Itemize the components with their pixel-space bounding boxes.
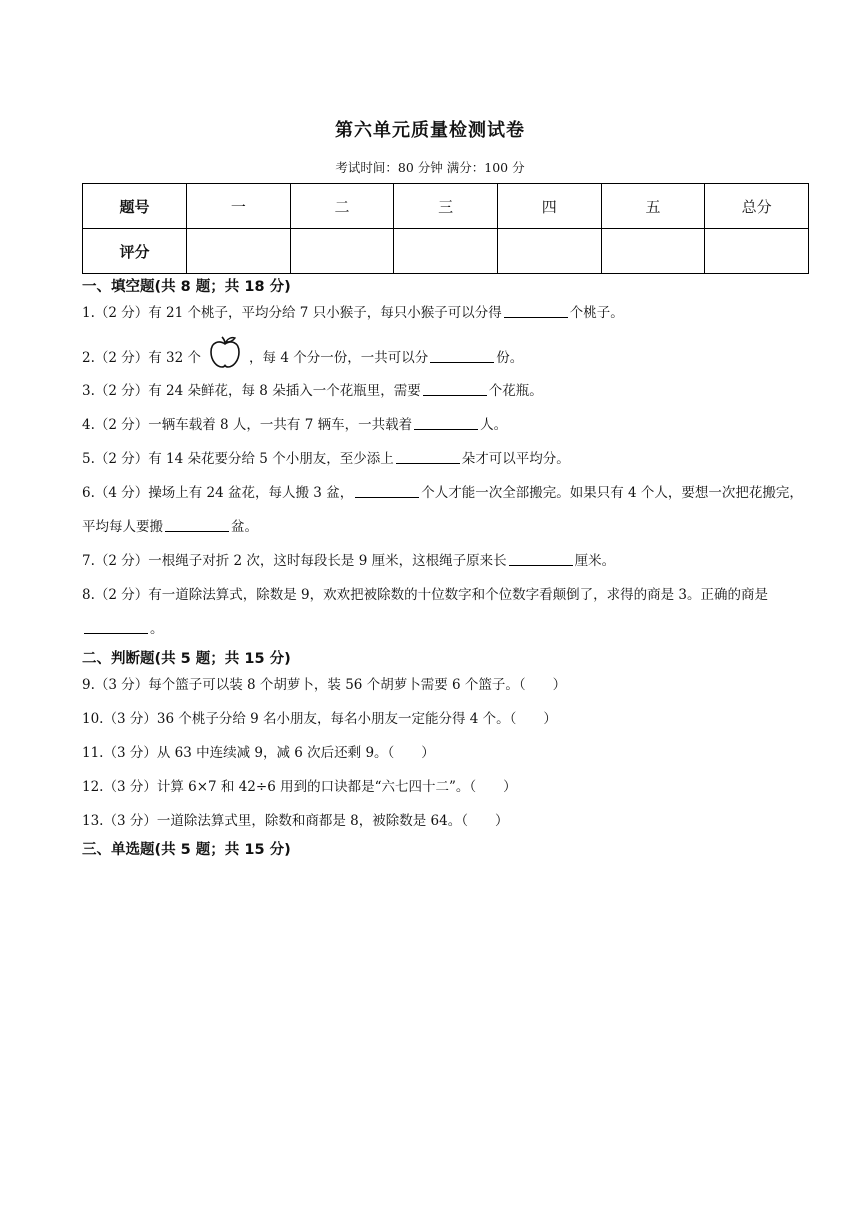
question-9: 9.（3 分）每个篮子可以装 8 个胡萝卜，装 56 个胡萝卜需要 6 个篮子。（ ）: [82, 677, 567, 693]
question-5: [82, 442, 810, 476]
answer-blank[interactable]: [355, 483, 419, 498]
section-heading-single-choice: 三、单选题(共 5 题；共 15 分): [82, 842, 291, 858]
score-table: [82, 183, 809, 274]
question-1: [82, 296, 810, 330]
column-header: 二: [290, 184, 394, 229]
question-text: 7.（2 分）一根绳子对折 2 次，这时每段长是 9 厘米，这根绳子原来长: [82, 553, 507, 569]
page-title: 第六单元质量检测试卷: [335, 120, 525, 141]
table-row: [83, 229, 809, 274]
question-text: 1.（2 分）有 21 个桃子，平均分给 7 只小猴子，每只小猴子可以分得: [82, 305, 502, 321]
question-text: 人。: [480, 417, 508, 433]
answer-blank[interactable]: [396, 449, 460, 464]
column-header: 总分: [705, 184, 809, 229]
score-cell[interactable]: [497, 229, 601, 274]
question-text: ，每 4 个分一份，一共可以分: [249, 350, 429, 366]
question-6: [82, 476, 810, 544]
column-header: 三: [394, 184, 498, 229]
question-text: 。: [150, 621, 164, 637]
answer-blank[interactable]: [509, 551, 573, 566]
table-row: [83, 184, 809, 229]
question-text: 份。: [496, 350, 524, 366]
question-10: 10.（3 分）36 个桃子分给 9 名小朋友，每名小朋友一定能分得 4 个。（ ）: [82, 711, 557, 727]
question-4: [82, 408, 810, 442]
question-text: 盆。: [231, 519, 258, 535]
question-13: 13.（3 分）一道除法算式里，除数和商都是 8，被除数是 64。（ ）: [82, 813, 509, 829]
question-text: 8.（2 分）有一道除法算式，除数是 9，欢欢把被除数的十位数字和个位数字看颠倒了，求得的商是 3。正确的商是: [82, 587, 769, 603]
column-header: 五: [601, 184, 705, 229]
row-header-question-number: 题号: [83, 184, 187, 229]
answer-blank[interactable]: [165, 517, 229, 532]
question-3: [82, 374, 810, 408]
exam-info: 考试时间：80 分钟 满分：100 分: [335, 160, 525, 175]
question-text: 4.（2 分）一辆车载着 8 人，一共有 7 辆车，一共载着: [82, 417, 413, 433]
column-header: 一: [187, 184, 291, 229]
score-cell[interactable]: [705, 229, 809, 274]
question-text: 个人才能一次全部搬完。如果只有 4 个人，要想一次把花搬完，平均每人要搬: [82, 485, 803, 535]
answer-blank[interactable]: [430, 348, 494, 363]
answer-blank[interactable]: [504, 303, 568, 318]
question-12: 12.（3 分）计算 6×7 和 42÷6 用到的口诀都是“六七四十二”。（ ）: [82, 779, 517, 795]
section-heading-true-false: 二、判断题(共 5 题；共 15 分): [82, 651, 291, 667]
score-cell[interactable]: [394, 229, 498, 274]
row-header-score: 评分: [83, 229, 187, 274]
column-header: 四: [497, 184, 601, 229]
question-7: [82, 544, 810, 578]
question-text: 3.（2 分）有 24 朵鲜花，每 8 朵插入一个花瓶里，需要: [82, 383, 421, 399]
answer-blank[interactable]: [423, 381, 487, 396]
question-text: 个桃子。: [569, 305, 624, 321]
question-text: 2.（2 分）有 32 个: [82, 350, 202, 366]
question-text: 个花瓶。: [488, 383, 543, 399]
question-text: 6.（4 分）操场上有 24 盆花，每人搬 3 盆，: [82, 485, 354, 501]
question-text: 厘米。: [574, 553, 616, 569]
question-8: [82, 578, 810, 646]
answer-blank[interactable]: [84, 619, 148, 634]
answer-blank[interactable]: [414, 415, 478, 430]
score-cell[interactable]: [187, 229, 291, 274]
section-heading-fill-blank: 一、填空题(共 8 题；共 18 分): [82, 279, 291, 295]
question-text: 5.（2 分）有 14 朵花要分给 5 个小朋友，至少添上: [82, 451, 394, 467]
score-cell[interactable]: [290, 229, 394, 274]
score-cell[interactable]: [601, 229, 705, 274]
question-text: 朵才可以平均分。: [461, 451, 570, 467]
question-11: 11.（3 分）从 63 中连续减 9，减 6 次后还剩 9。（ ）: [82, 745, 435, 761]
